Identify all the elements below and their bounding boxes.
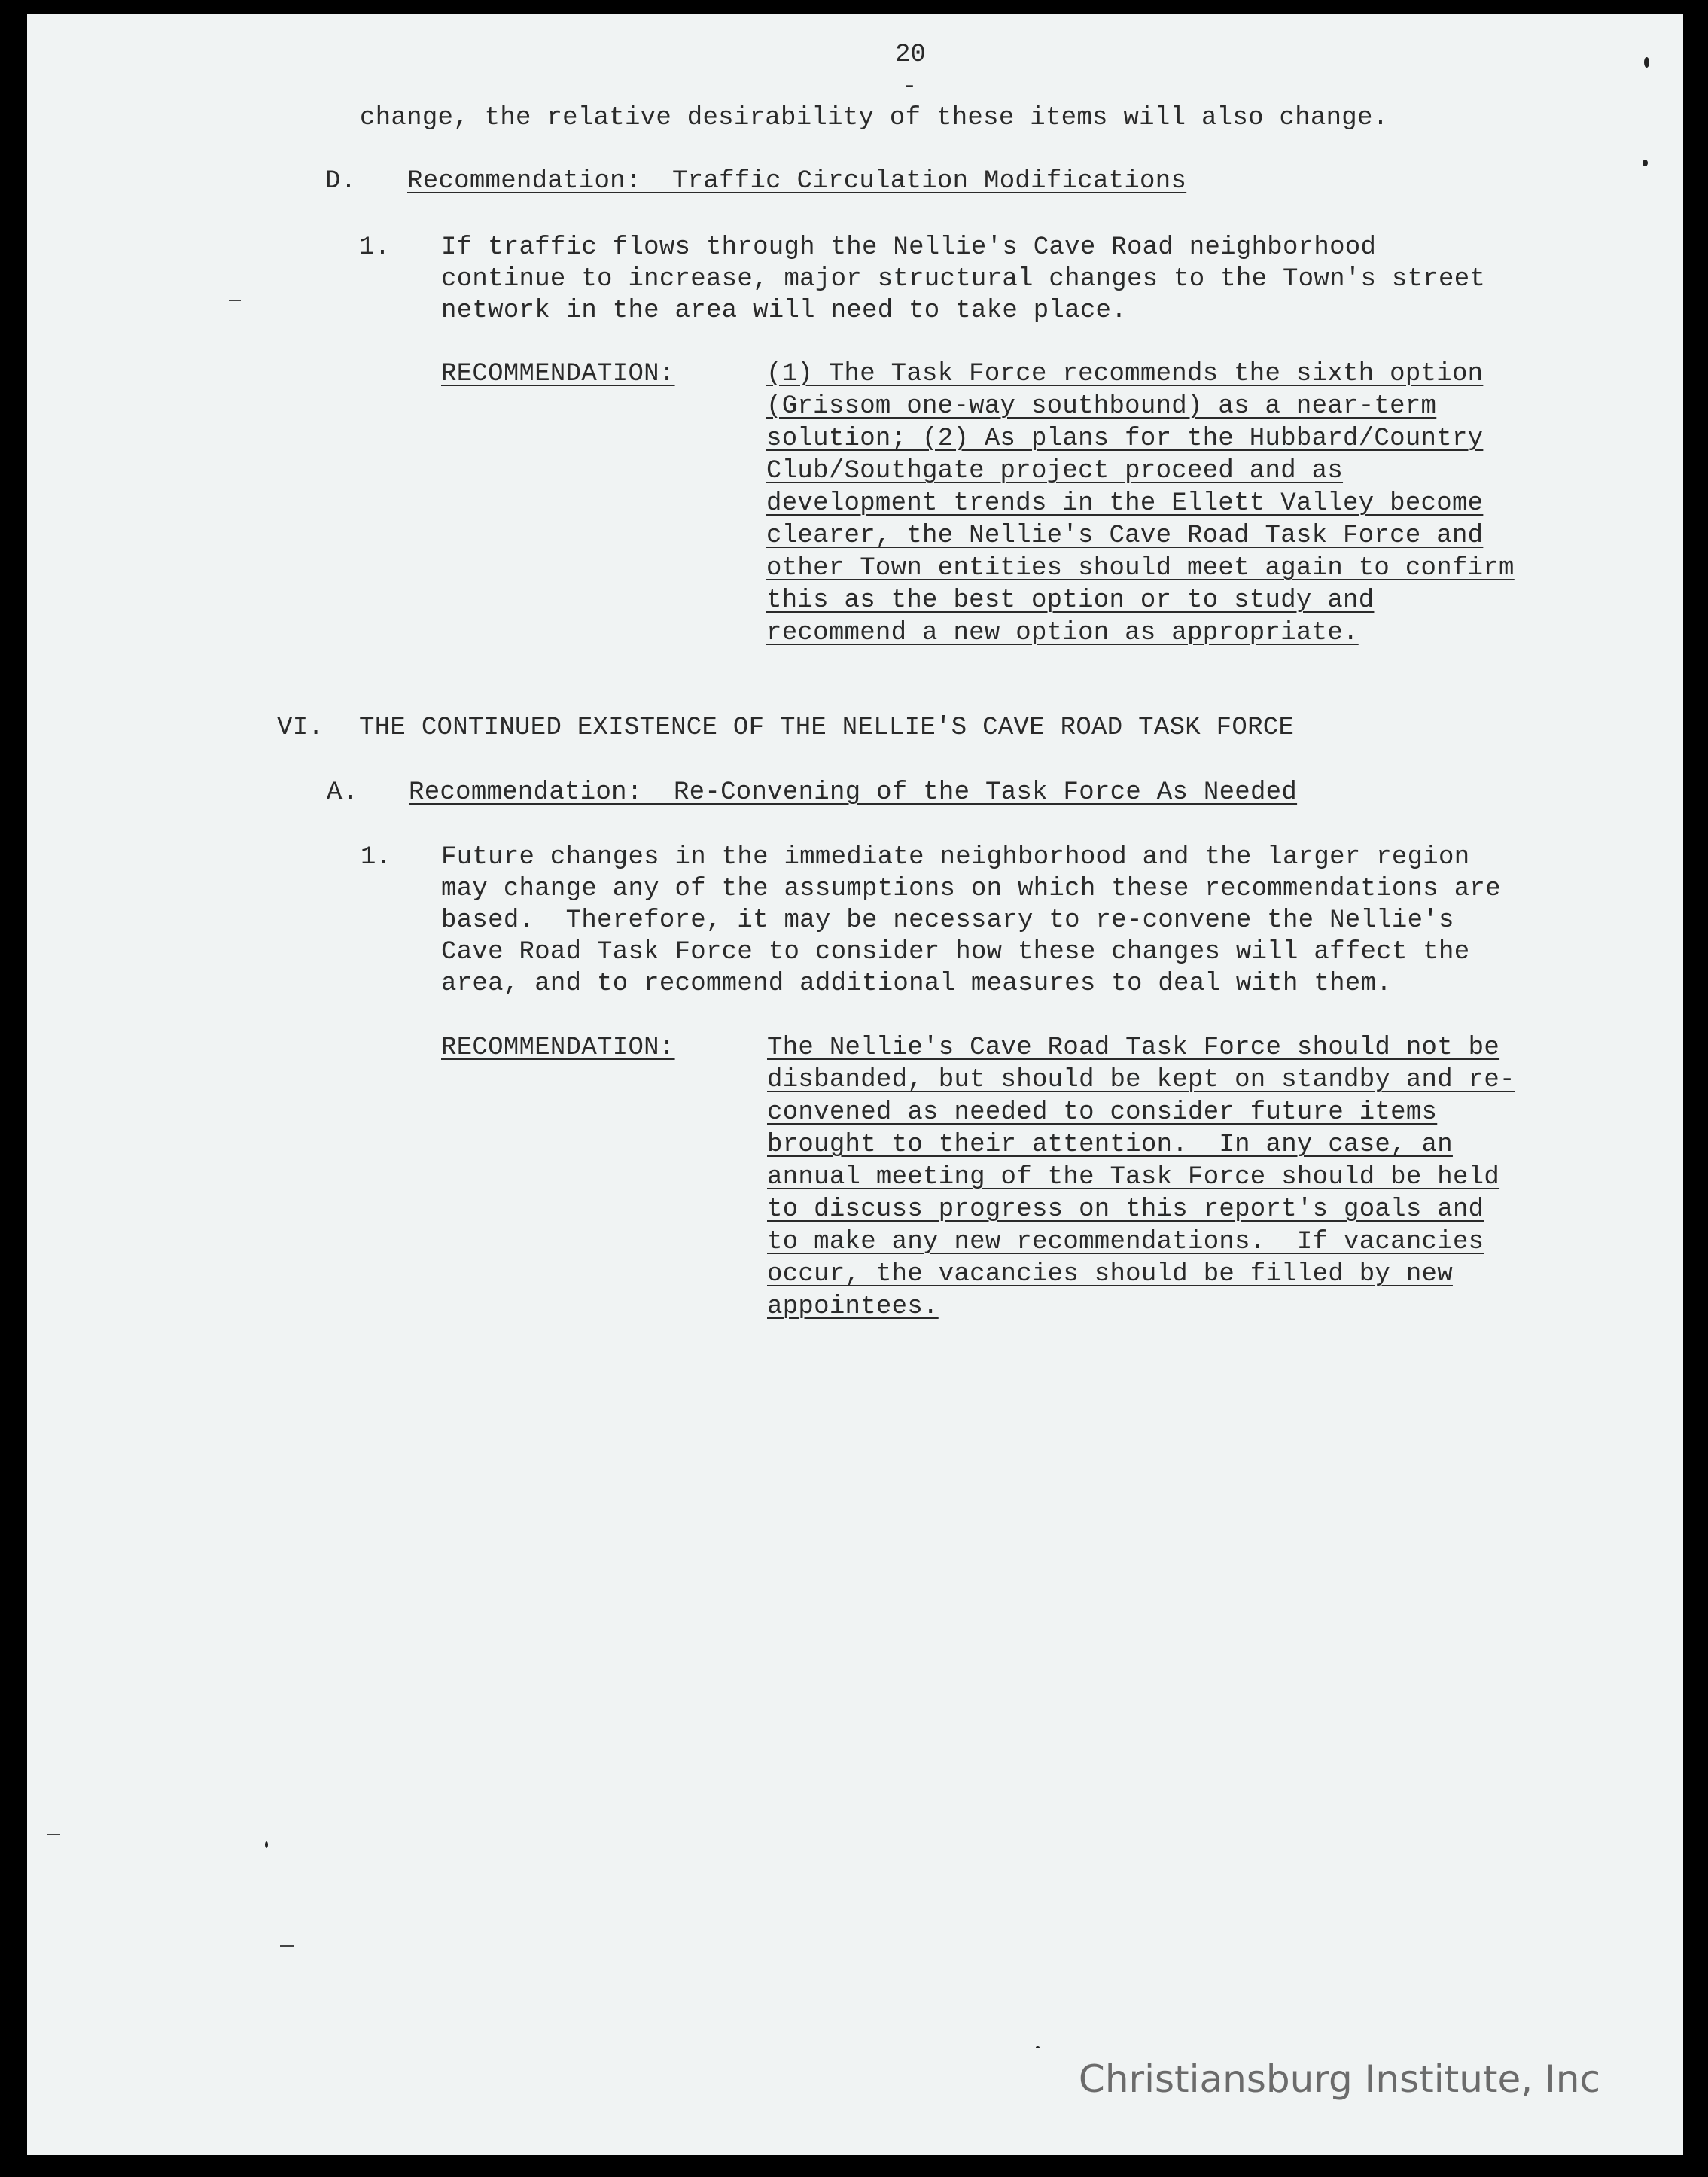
section-vi-numeral: VI. — [277, 714, 324, 742]
scan-speck — [1644, 57, 1649, 68]
section-vi-rec-line-8: occur, the vacancies should be filled by new — [767, 1260, 1453, 1289]
section-d-heading: Recommendation: Traffic Circulation Modifications — [407, 167, 1187, 196]
section-d-rec-line-7: other Town entities should meet again to confirm — [766, 554, 1515, 583]
section-d-item-line-2: continue to increase, major structural changes to the Town's street — [441, 265, 1486, 294]
section-d-recommendation-label: RECOMMENDATION: — [441, 360, 675, 388]
scan-mark — [280, 1945, 294, 1947]
section-vi-rec-line-3: convened as needed to consider future items — [767, 1098, 1438, 1127]
scan-mark — [229, 300, 241, 301]
section-vi-rec-line-7: to make any new recommendations. If vacancies — [767, 1228, 1484, 1256]
document-page — [27, 14, 1683, 2155]
section-vi-title: THE CONTINUED EXISTENCE OF THE NELLIE'S CAVE ROAD TASK FORCE — [359, 714, 1295, 742]
section-vi-a-letter: A. — [327, 778, 358, 807]
section-d-item-number: 1. — [359, 233, 391, 262]
section-vi-item-line-4: Cave Road Task Force to consider how these changes will affect the — [441, 938, 1470, 967]
page-number: 20 — [895, 41, 926, 69]
intro-line: change, the relative desirability of these items will also change. — [360, 104, 1389, 132]
scan-speck — [265, 1841, 268, 1848]
section-d-rec-line-5: development trends in the Ellett Valley become — [766, 489, 1484, 518]
scan-mark — [47, 1834, 60, 1835]
section-d-rec-line-1: (1) The Task Force recommends the sixth option — [766, 360, 1484, 388]
section-d-letter: D. — [325, 167, 357, 196]
section-vi-rec-line-1: The Nellie's Cave Road Task Force should not be — [767, 1034, 1500, 1062]
section-vi-rec-line-9: appointees. — [767, 1292, 939, 1321]
section-vi-a-heading: Recommendation: Re-Convening of the Task Force As Needed — [409, 778, 1298, 807]
section-vi-item-number: 1. — [361, 843, 392, 872]
section-vi-recommendation-label: RECOMMENDATION: — [441, 1034, 675, 1062]
page-number-dash: - — [902, 73, 918, 102]
scan-speck — [1036, 2046, 1040, 2048]
section-vi-rec-line-2: disbanded, but should be kept on standby and re- — [767, 1066, 1515, 1095]
section-d-rec-line-2: (Grissom one-way southbound) as a near-term — [766, 392, 1437, 421]
section-d-item-line-3: network in the area will need to take place. — [441, 297, 1127, 325]
section-vi-item-line-3: based. Therefore, it may be necessary to re-convene the Nellie's — [441, 906, 1454, 935]
section-vi-rec-line-4: brought to their attention. In any case, an — [767, 1131, 1453, 1159]
section-vi-rec-line-5: annual meeting of the Task Force should be held — [767, 1163, 1500, 1192]
section-vi-rec-line-6: to discuss progress on this report's goals and — [767, 1195, 1484, 1224]
section-d-rec-line-6: clearer, the Nellie's Cave Road Task Force and — [766, 522, 1484, 550]
scan-speck — [1643, 160, 1648, 166]
section-d-item-line-1: If traffic flows through the Nellie's Cave Road neighborhood — [441, 233, 1377, 262]
section-d-rec-line-3: solution; (2) As plans for the Hubbard/Country — [766, 425, 1484, 453]
section-d-rec-line-8: this as the best option or to study and — [766, 586, 1375, 615]
watermark-text: Christiansburg Institute, Inc — [1078, 2057, 1600, 2101]
section-d-rec-line-9: recommend a new option as appropriate. — [766, 619, 1359, 647]
section-vi-item-line-1: Future changes in the immediate neighborhood and the larger region — [441, 843, 1470, 872]
section-vi-item-line-2: may change any of the assumptions on which these recommendations are — [441, 875, 1501, 903]
section-d-rec-line-4: Club/Southgate project proceed and as — [766, 457, 1344, 486]
section-vi-item-line-5: area, and to recommend additional measures to deal with them. — [441, 970, 1392, 998]
